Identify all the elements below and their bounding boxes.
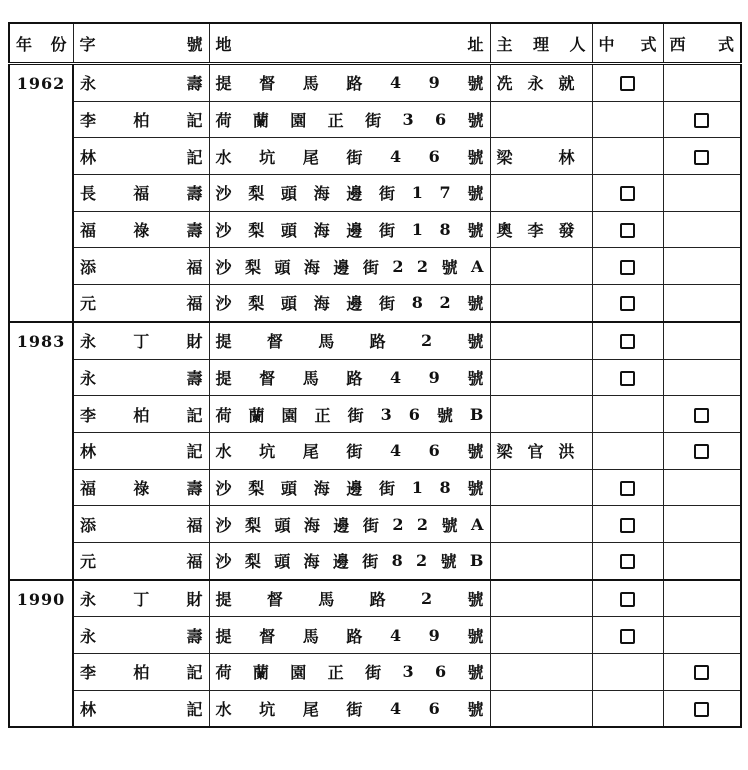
- address-cell: 提 督 馬 路 4 9 號: [209, 64, 490, 102]
- table-row: [9, 396, 741, 433]
- chinese-style-cell: [592, 322, 663, 359]
- check-box-icon: [620, 629, 635, 644]
- chinese-style-cell: [592, 64, 663, 102]
- check-box-icon: [620, 76, 635, 91]
- chinese-style-cell: [592, 469, 663, 506]
- western-style-cell: [663, 432, 741, 469]
- table-row: [9, 175, 741, 212]
- manager-cell: [490, 175, 592, 212]
- shop-name-cell: 永 壽: [73, 617, 209, 654]
- manager-cell: 奧 李 發: [490, 211, 592, 248]
- manager-cell: [490, 654, 592, 691]
- western-style-cell: [663, 138, 741, 175]
- western-style-cell: [663, 248, 741, 285]
- check-box-icon: [620, 481, 635, 496]
- shop-name-cell: 長 福 壽: [73, 175, 209, 212]
- chinese-style-cell: [592, 285, 663, 322]
- check-box-icon: [620, 371, 635, 386]
- header-name: 字 號: [73, 23, 209, 64]
- table-row: [9, 542, 741, 579]
- western-style-cell: [663, 101, 741, 138]
- header-year: 年 份: [9, 23, 73, 64]
- table-header: [9, 23, 741, 64]
- manager-cell: [490, 690, 592, 727]
- address-cell: 荷 蘭 園 正 街 3 6 號 B: [209, 396, 490, 433]
- check-box-icon: [620, 296, 635, 311]
- year-cell: 1983: [9, 322, 73, 580]
- chinese-style-cell: [592, 359, 663, 396]
- check-box-icon: [694, 665, 709, 680]
- shop-name-cell: 永 壽: [73, 359, 209, 396]
- table-row: [9, 138, 741, 175]
- address-cell: 荷 蘭 園 正 街 3 6 號: [209, 101, 490, 138]
- manager-cell: [490, 396, 592, 433]
- chinese-style-cell: [592, 580, 663, 617]
- chinese-style-cell: [592, 138, 663, 175]
- table-row: [9, 506, 741, 543]
- header-manager: 主 理 人: [490, 23, 592, 64]
- western-style-cell: [663, 64, 741, 102]
- address-cell: 提 督 馬 路 2 號: [209, 580, 490, 617]
- check-box-icon: [620, 223, 635, 238]
- shop-name-cell: 添 福: [73, 248, 209, 285]
- header-western: 西 式: [663, 23, 741, 64]
- check-box-icon: [620, 260, 635, 275]
- western-style-cell: [663, 617, 741, 654]
- shop-name-cell: 李 柏 記: [73, 654, 209, 691]
- table-row: [9, 580, 741, 617]
- address-cell: 沙 梨 頭 海 邊 街 2 2 號 A: [209, 248, 490, 285]
- shop-name-cell: 李 柏 記: [73, 101, 209, 138]
- shop-name-cell: 元 福: [73, 542, 209, 579]
- western-style-cell: [663, 211, 741, 248]
- header-address: 地 址: [209, 23, 490, 64]
- address-cell: 沙 梨 頭 海 邊 街 1 8 號: [209, 469, 490, 506]
- western-style-cell: [663, 654, 741, 691]
- address-cell: 沙 梨 頭 海 邊 街 1 7 號: [209, 175, 490, 212]
- table-row: [9, 359, 741, 396]
- header-chinese: 中 式: [592, 23, 663, 64]
- table-row: [9, 64, 741, 102]
- western-style-cell: [663, 690, 741, 727]
- check-box-icon: [620, 518, 635, 533]
- chinese-style-cell: [592, 654, 663, 691]
- shop-name-cell: 福 祿 壽: [73, 469, 209, 506]
- chinese-style-cell: [592, 617, 663, 654]
- manager-cell: 梁 官 洪: [490, 432, 592, 469]
- manager-cell: 梁 林: [490, 138, 592, 175]
- address-cell: 沙 梨 頭 海 邊 街 1 8 號: [209, 211, 490, 248]
- shop-name-cell: 元 福: [73, 285, 209, 322]
- western-style-cell: [663, 285, 741, 322]
- shop-name-cell: 永 丁 財: [73, 580, 209, 617]
- table-row: [9, 101, 741, 138]
- table-row: [9, 617, 741, 654]
- chinese-style-cell: [592, 432, 663, 469]
- address-cell: 提 督 馬 路 4 9 號: [209, 617, 490, 654]
- shop-name-cell: 福 祿 壽: [73, 211, 209, 248]
- shop-registry-table: [8, 22, 742, 728]
- check-box-icon: [694, 408, 709, 423]
- table-body: [9, 64, 741, 728]
- shop-name-cell: 李 柏 記: [73, 396, 209, 433]
- manager-cell: [490, 617, 592, 654]
- table-row: [9, 432, 741, 469]
- western-style-cell: [663, 322, 741, 359]
- check-box-icon: [620, 186, 635, 201]
- year-cell: 1962: [9, 64, 73, 322]
- chinese-style-cell: [592, 248, 663, 285]
- western-style-cell: [663, 359, 741, 396]
- check-box-icon: [620, 592, 635, 607]
- address-cell: 水 坑 尾 街 4 6 號: [209, 690, 490, 727]
- manager-cell: [490, 285, 592, 322]
- year-cell: 1990: [9, 580, 73, 728]
- chinese-style-cell: [592, 542, 663, 579]
- table-row: [9, 211, 741, 248]
- address-cell: 提 督 馬 路 2 號: [209, 322, 490, 359]
- western-style-cell: [663, 396, 741, 433]
- table-row: [9, 469, 741, 506]
- chinese-style-cell: [592, 396, 663, 433]
- table-row: [9, 690, 741, 727]
- manager-cell: [490, 506, 592, 543]
- table-row: [9, 322, 741, 359]
- table-row: [9, 654, 741, 691]
- shop-name-cell: 添 福: [73, 506, 209, 543]
- address-cell: 沙 梨 頭 海 邊 街 8 2 號 B: [209, 542, 490, 579]
- manager-cell: 冼 永 就: [490, 64, 592, 102]
- chinese-style-cell: [592, 506, 663, 543]
- address-cell: 沙 梨 頭 海 邊 街 2 2 號 A: [209, 506, 490, 543]
- table-row: [9, 248, 741, 285]
- manager-cell: [490, 359, 592, 396]
- manager-cell: [490, 322, 592, 359]
- manager-cell: [490, 580, 592, 617]
- check-box-icon: [694, 702, 709, 717]
- western-style-cell: [663, 469, 741, 506]
- shop-name-cell: 林 記: [73, 432, 209, 469]
- shop-name-cell: 永 丁 財: [73, 322, 209, 359]
- chinese-style-cell: [592, 175, 663, 212]
- address-cell: 沙 梨 頭 海 邊 街 8 2 號: [209, 285, 490, 322]
- shop-name-cell: 永 壽: [73, 64, 209, 102]
- western-style-cell: [663, 542, 741, 579]
- manager-cell: [490, 469, 592, 506]
- address-cell: 荷 蘭 園 正 街 3 6 號: [209, 654, 490, 691]
- address-cell: 水 坑 尾 街 4 6 號: [209, 432, 490, 469]
- address-cell: 水 坑 尾 街 4 6 號: [209, 138, 490, 175]
- address-cell: 提 督 馬 路 4 9 號: [209, 359, 490, 396]
- western-style-cell: [663, 580, 741, 617]
- check-box-icon: [694, 444, 709, 459]
- shop-name-cell: 林 記: [73, 690, 209, 727]
- check-box-icon: [694, 113, 709, 128]
- chinese-style-cell: [592, 101, 663, 138]
- manager-cell: [490, 248, 592, 285]
- shop-name-cell: 林 記: [73, 138, 209, 175]
- table-row: [9, 285, 741, 322]
- manager-cell: [490, 101, 592, 138]
- check-box-icon: [694, 150, 709, 165]
- manager-cell: [490, 542, 592, 579]
- chinese-style-cell: [592, 690, 663, 727]
- check-box-icon: [620, 334, 635, 349]
- chinese-style-cell: [592, 211, 663, 248]
- check-box-icon: [620, 554, 635, 569]
- western-style-cell: [663, 175, 741, 212]
- western-style-cell: [663, 506, 741, 543]
